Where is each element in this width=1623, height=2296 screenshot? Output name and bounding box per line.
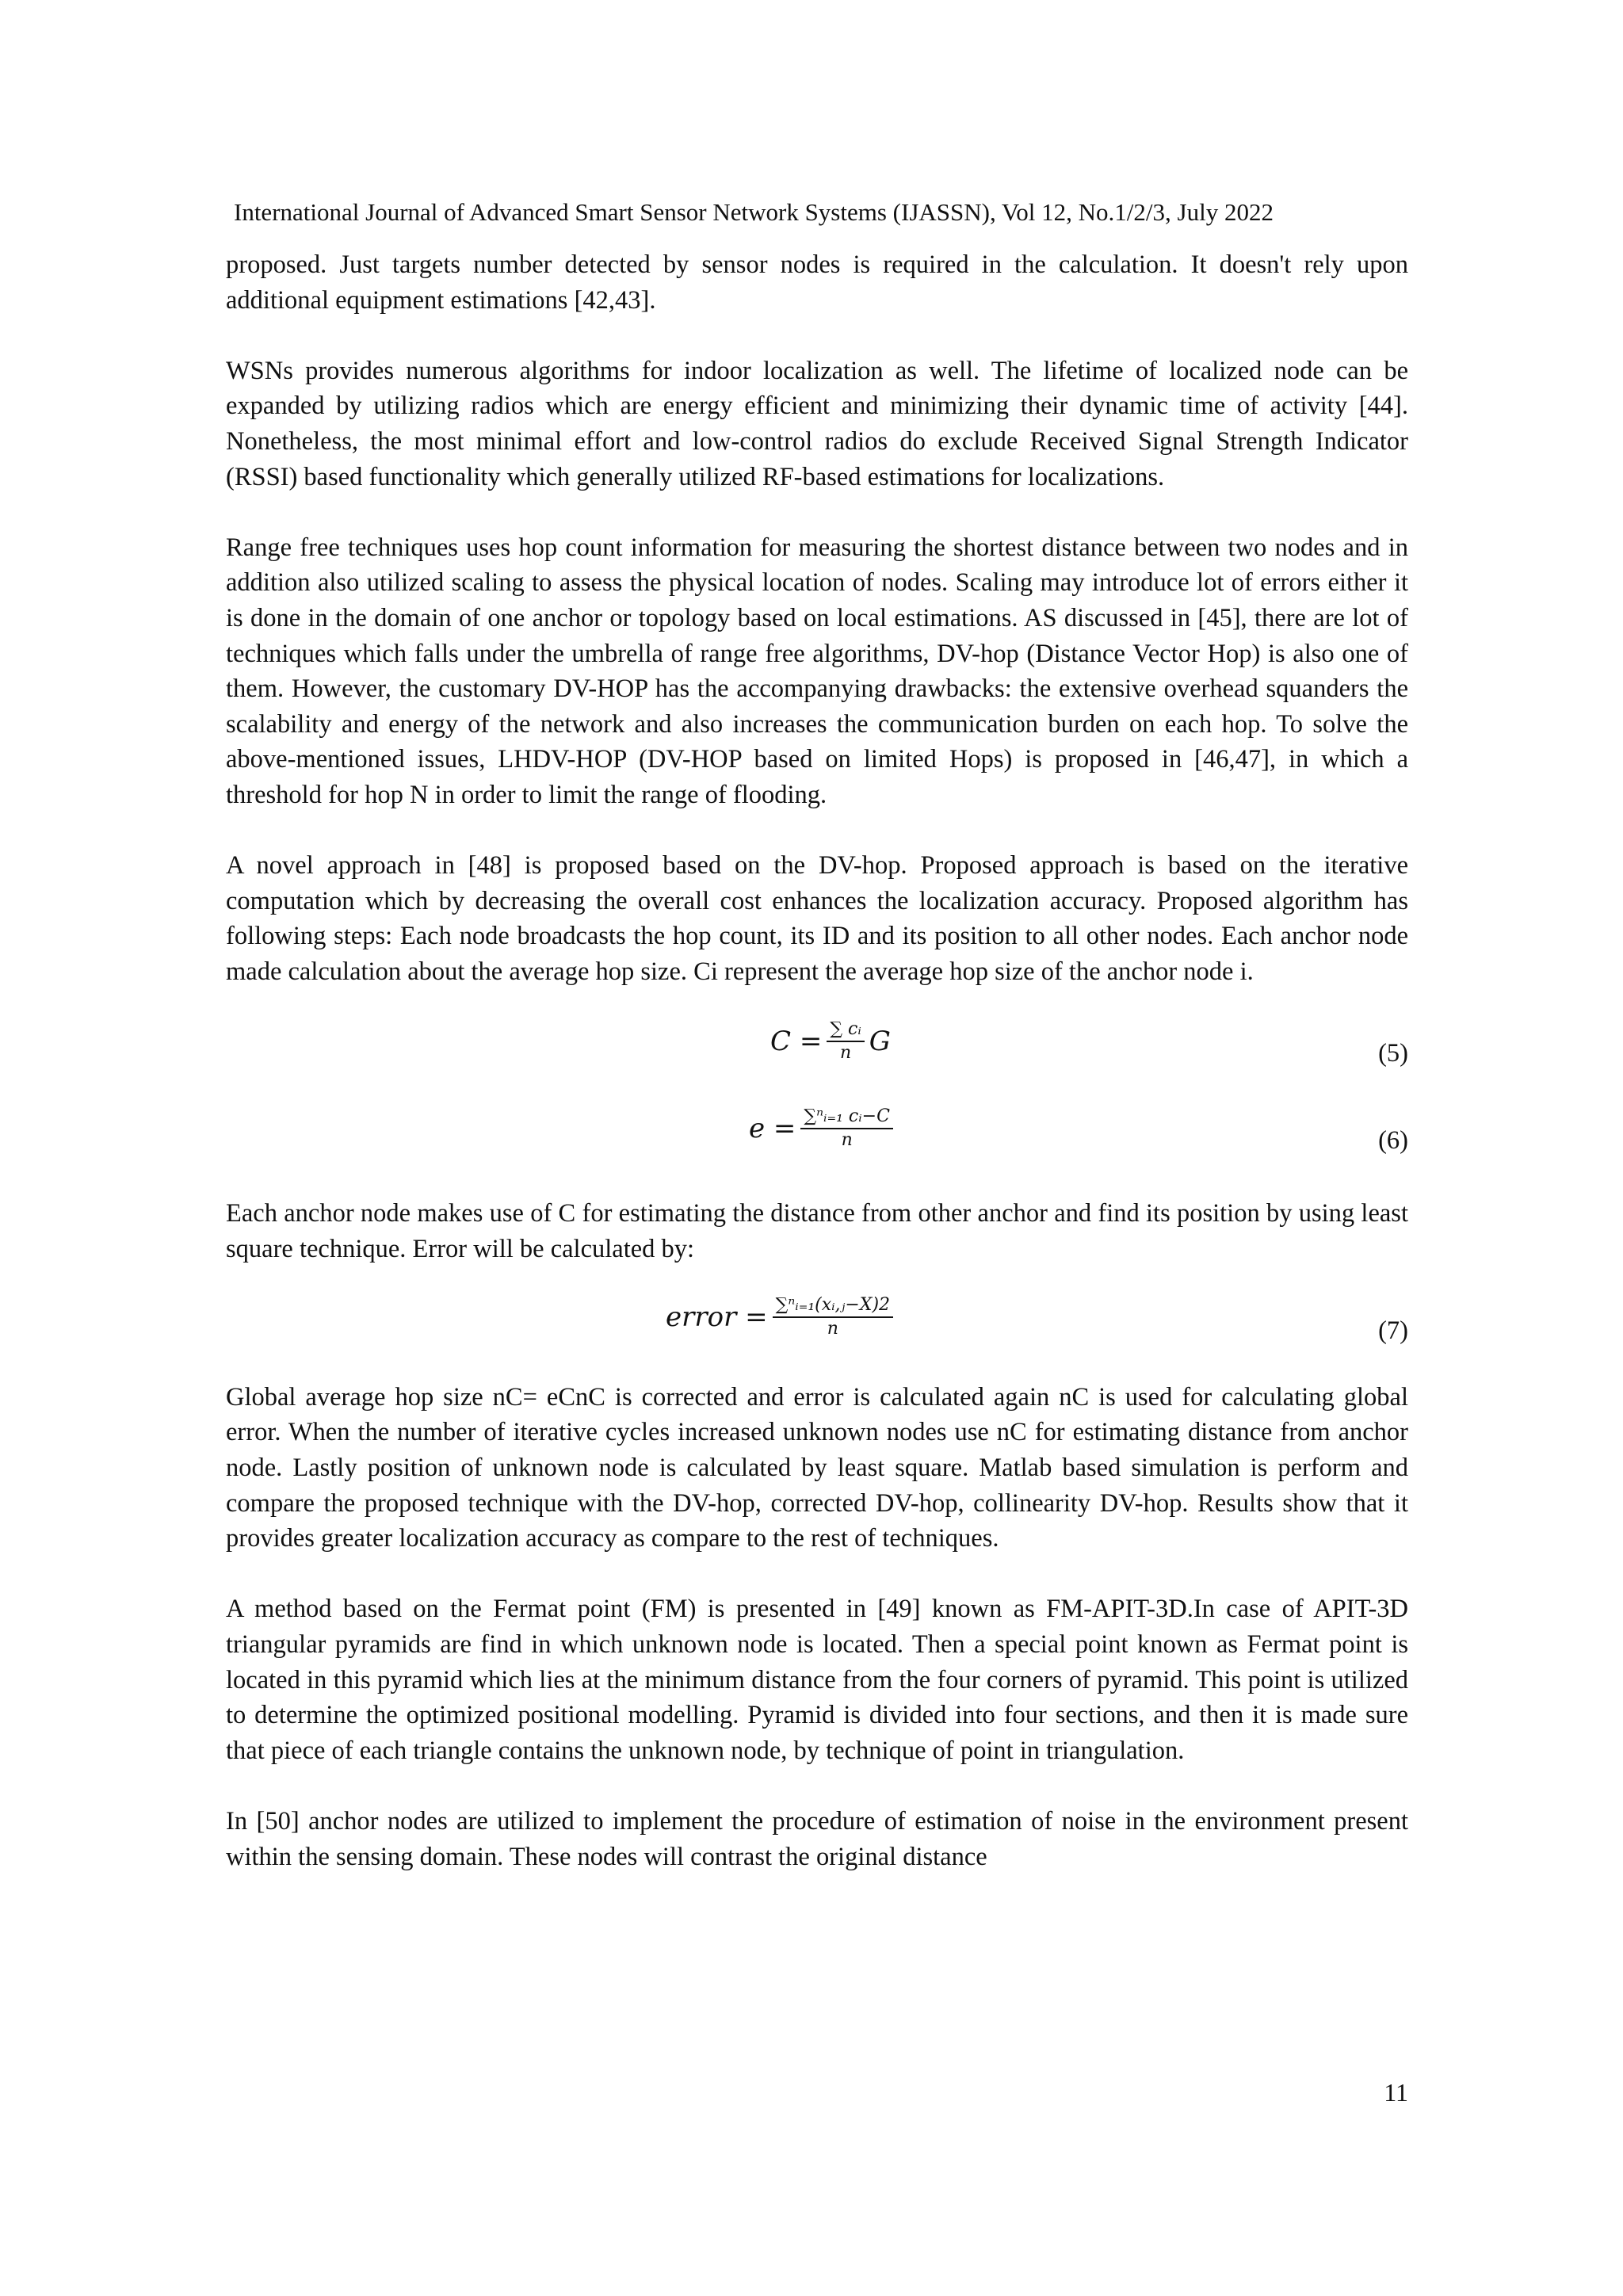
body-text [226, 247, 1408, 1910]
running-header: International Journal of Advanced Smart Sensor Network Systems (IJASSN), Vol 12, No.1/2/3, July 2022 [234, 198, 1274, 226]
equation-6-number: (6) [1378, 1126, 1408, 1156]
paragraph-1: proposed. Just targets number detected by sensor nodes is required in the calculation. It doesn't rely upon additional equipment estimations [42,43]. [226, 250, 1408, 315]
paragraph-3: Range free techniques uses hop count information for measuring the shortest distance between two nodes and in addition also utilized scaling to assess the physical location of nodes. Scaling may introduce lot of errors either it is done in the domain of one anchor or topology based on local estimations. AS discussed in [45], there are lot of techniques which falls under the umbrella of range free algorithms, DV-hop (Distance Vector Hop) is also one of them. However, the customary DV-HOP has the accompanying drawbacks: the extensive overhead squanders the scalability and energy of the network and also increases the communication burden on each hop. To solve the above-mentioned issues, LHDV-HOP (DV-HOP based on limited Hops) is proposed in [46,47], in which a threshold for hop N in order to limit the range of flooding. [226, 533, 1408, 809]
equation-5-formula [770, 1018, 891, 1064]
paragraph-2: WSNs provides numerous algorithms for indoor localization as well. The lifetime of localized node can be expanded by utilizing radios which are energy efficient and minimizing their dynamic time of activity [44]. Nonetheless, the most minimal effort and low-control radios do exclude Received Signal Strength Indicator (RSSI) based functionality which generally utilized RF-based estimations for localizations. [226, 356, 1408, 491]
equation-7 [226, 1294, 1408, 1380]
page-number: 11 [1384, 2078, 1408, 2107]
equation-7-number: (7) [1378, 1316, 1408, 1345]
equation-5-lhs: C = [770, 1025, 823, 1057]
equation-5-numerator: ∑ cᵢ [827, 1018, 864, 1042]
paragraph-8: In [50] anchor nodes are utilized to implement the procedure of estimation of noise in the environment present within the sensing domain. These nodes will contrast the original distance [226, 1806, 1408, 1871]
equation-7-fraction [773, 1294, 893, 1340]
equation-7-numerator: ∑ⁿᵢ₌₁(xᵢ,ⱼ−X)2 [773, 1294, 893, 1318]
equation-6-fraction [800, 1106, 893, 1152]
document-page [226, 0, 1408, 2296]
equation-6 [226, 1102, 1408, 1196]
equation-5-denominator: n [839, 1043, 852, 1064]
equation-5-fraction [827, 1018, 864, 1064]
paragraph-6: Global average hop size nC= eCnC is corrected and error is calculated again nC is used for calculating global error. When the number of iterative cycles increased unknown nodes use nC for estimating distance from anchor node. Lastly position of unknown node is calculated by least square. Matlab based simulation is perform and compare the proposed technique with the DV-hop, corrected DV-hop, collinearity DV-hop. Results show that it provides greater localization accuracy as compare to the rest of techniques. [226, 1382, 1408, 1553]
equation-6-denominator: n [841, 1130, 853, 1151]
equation-6-formula [749, 1106, 898, 1152]
equation-5 [226, 1014, 1408, 1102]
equation-7-lhs: error = [666, 1301, 768, 1333]
equation-6-lhs: e = [749, 1112, 796, 1144]
paragraph-4: A novel approach in [48] is proposed based on the DV-hop. Proposed approach is based on the iterative computation which by decreasing the overall cost enhances the localization accuracy. Proposed algorithm has following steps: Each node broadcasts the hop count, its ID and its position to all other nodes. Each anchor node made calculation about the average hop size. Ci represent the average hop size of the anchor node i. [226, 851, 1408, 986]
paragraph-5: Each anchor node makes use of C for estimating the distance from other anchor and find its position by using least square technique. Error will be calculated by: [226, 1199, 1408, 1263]
equation-5-suffix: G [869, 1025, 891, 1057]
equation-5-number: (5) [1378, 1039, 1408, 1068]
paragraph-7: A method based on the Fermat point (FM) is presented in [49] known as FM-APIT-3D.In case of APIT-3D triangular pyramids are find in which unknown node is located. Then a special point known as Fermat point is located in this pyramid which lies at the minimum distance from the four corners of pyramid. This point is utilized to determine the optimized positional modelling. Pyramid is divided into four sections, and then it is made sure that piece of each triangle contains the unknown node, by technique of point in triangulation. [226, 1595, 1408, 1765]
equation-7-formula [666, 1294, 898, 1340]
equation-6-numerator: ∑ⁿᵢ₌₁ cᵢ−C [800, 1106, 893, 1129]
equation-7-denominator: n [827, 1318, 838, 1339]
